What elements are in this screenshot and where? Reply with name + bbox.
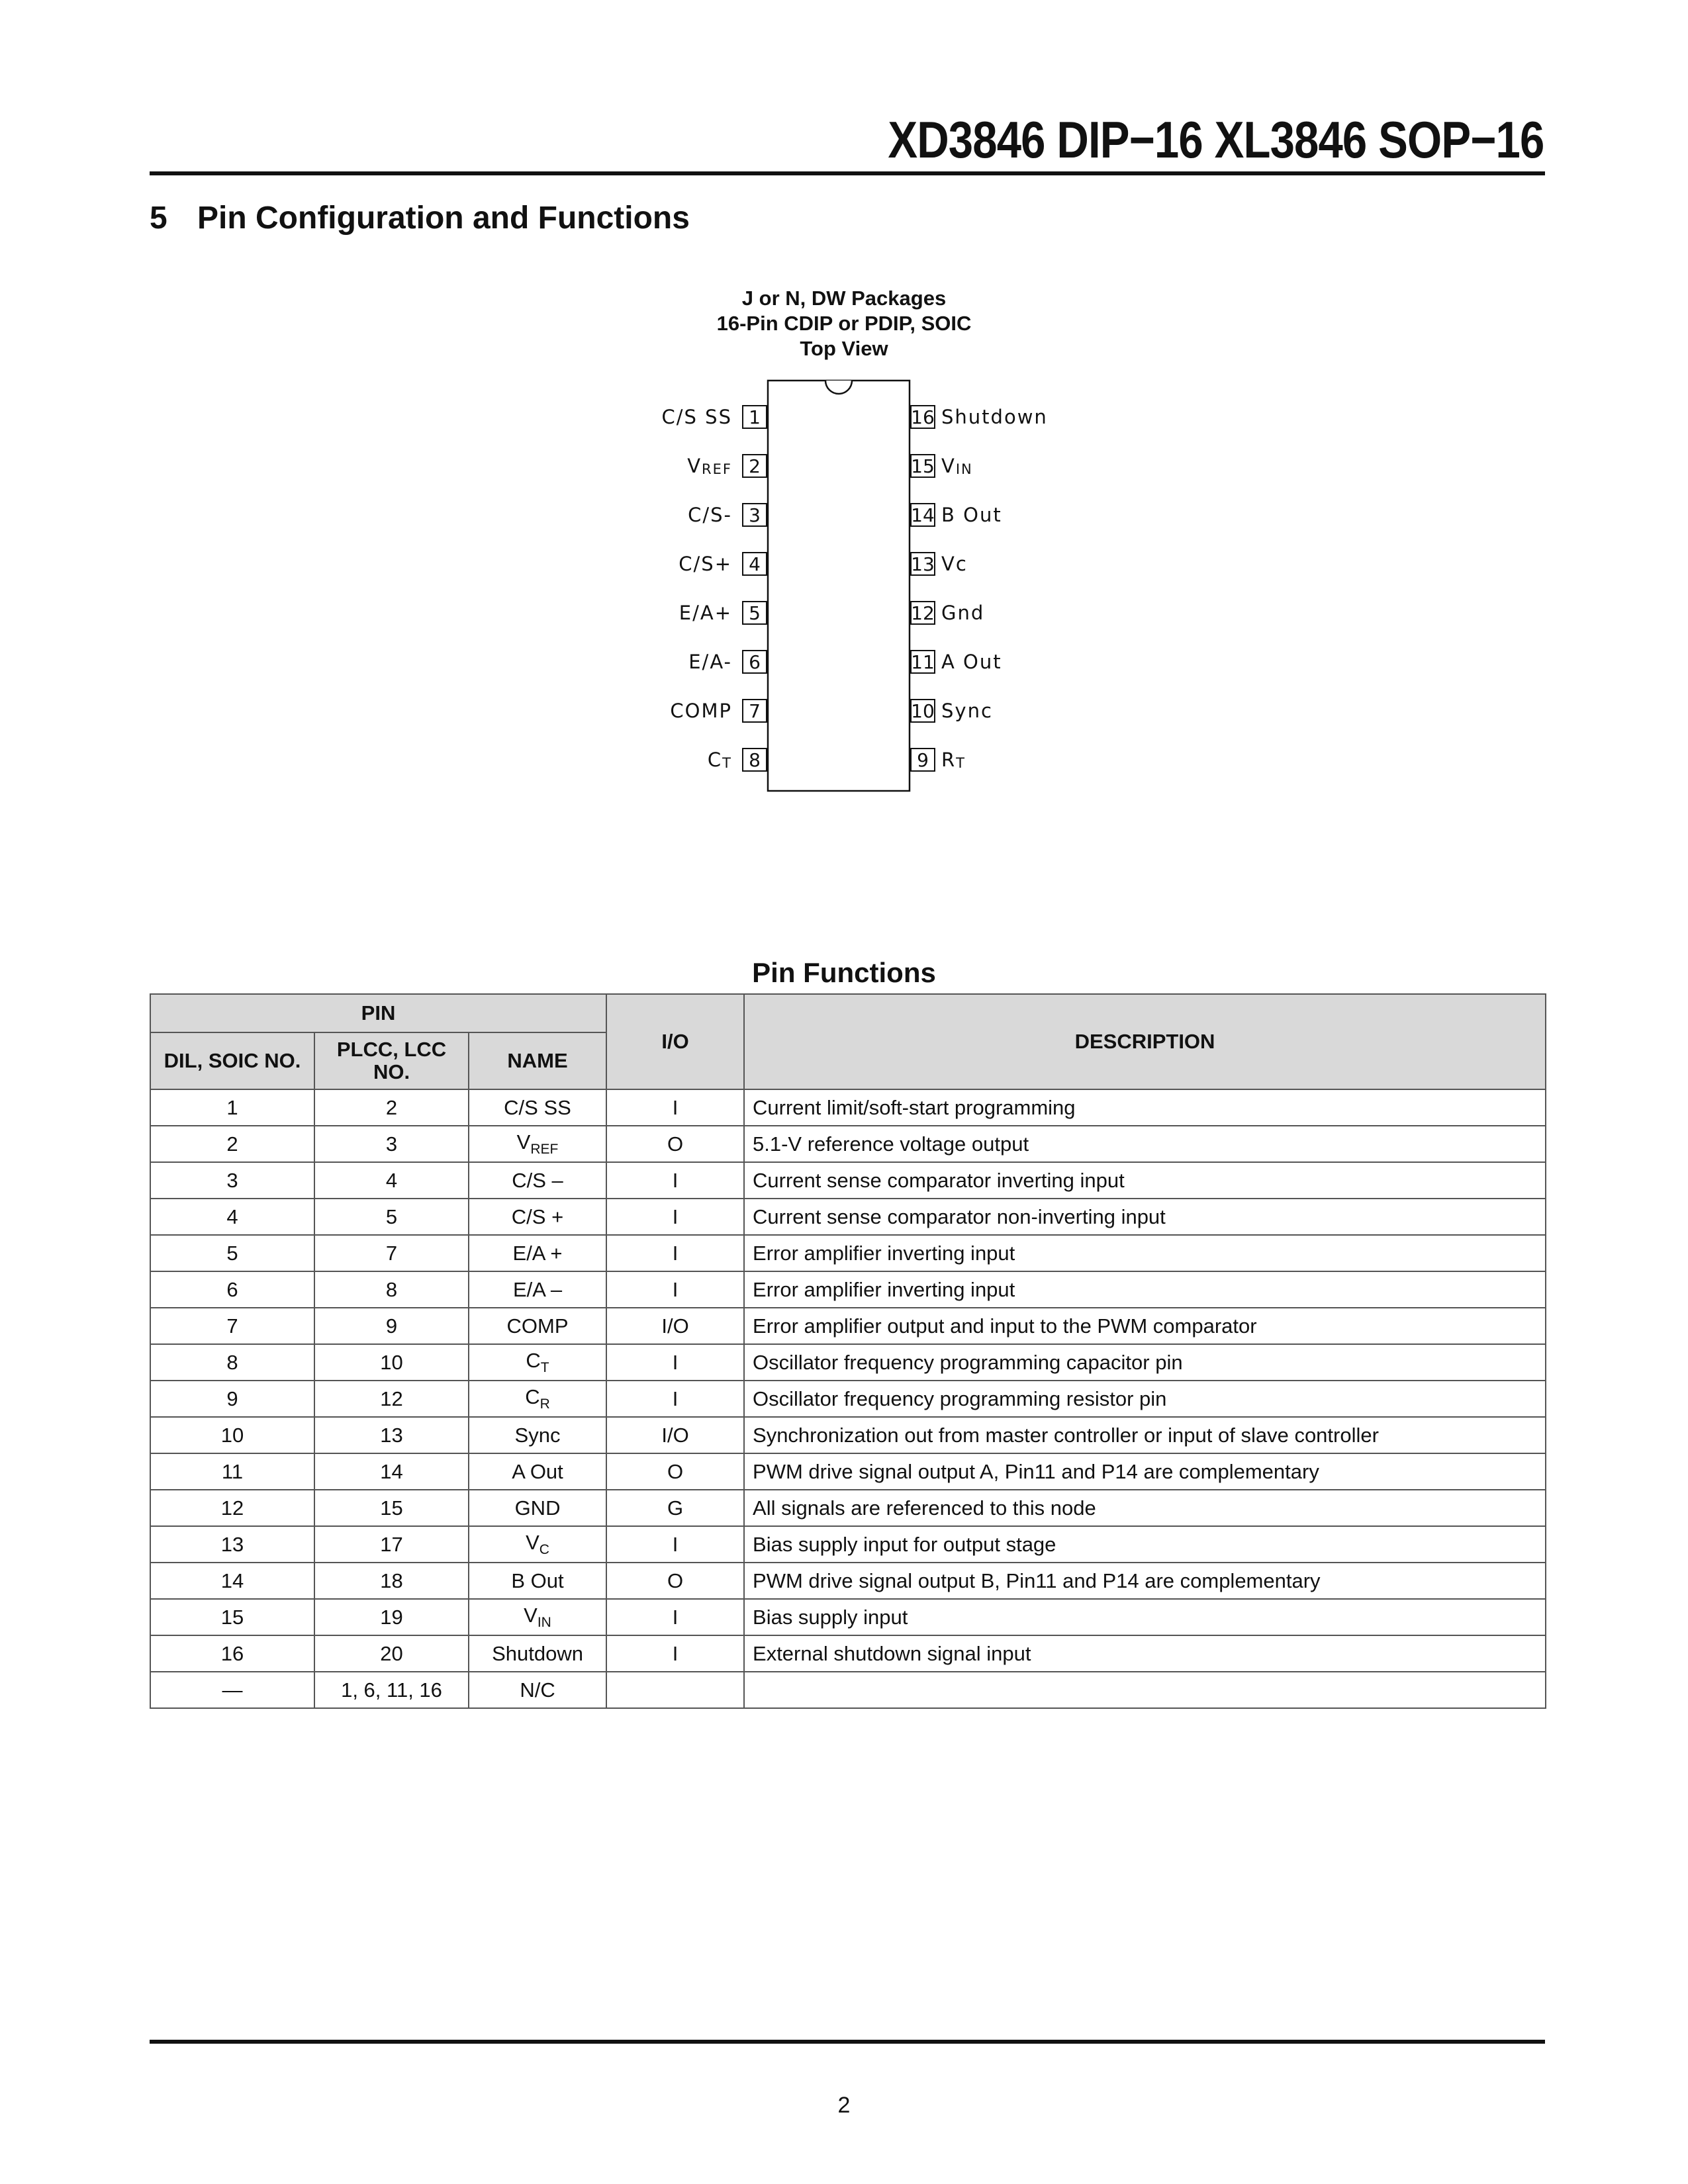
cell-dil: 4 — [150, 1199, 314, 1235]
cell-io: I — [606, 1162, 744, 1199]
pin-number: 10 — [911, 700, 935, 722]
table-row — [150, 1199, 1546, 1235]
cell-name: B Out — [469, 1563, 606, 1599]
cell-dil: 6 — [150, 1271, 314, 1308]
pin-label: C/S- — [688, 504, 732, 526]
pin-number: 14 — [911, 504, 935, 526]
table-row — [150, 1526, 1546, 1563]
cell-plcc: 19 — [314, 1599, 469, 1635]
pin-label: RT — [941, 749, 966, 771]
cell-io — [606, 1672, 744, 1708]
cell-dil: 15 — [150, 1599, 314, 1635]
pin-label: Vc — [941, 553, 968, 575]
table-row — [150, 1235, 1546, 1271]
pin-number: 4 — [749, 553, 761, 575]
pin-label: CT — [707, 749, 732, 771]
cell-description: PWM drive signal output B, Pin11 and P14 are complementary — [744, 1563, 1546, 1599]
pin-functions-table — [150, 993, 1546, 1709]
cell-description: External shutdown signal input — [744, 1635, 1546, 1672]
pin-label: VREF — [687, 455, 732, 477]
pin-label: E/A+ — [679, 602, 732, 624]
cell-description: Current limit/soft-start programming — [744, 1089, 1546, 1126]
header-plcc-lcc: PLCC, LCC NO. — [314, 1032, 469, 1089]
pin-label: Sync — [941, 700, 993, 722]
cell-name: E/A – — [469, 1271, 606, 1308]
pin-functions-caption: Pin Functions — [752, 957, 936, 988]
cell-description: PWM drive signal output A, Pin11 and P14 are complementary — [744, 1453, 1546, 1490]
cell-io: I — [606, 1526, 744, 1563]
cell-description: Synchronization out from master controller or input of slave controller — [744, 1417, 1546, 1453]
pin-number: 11 — [911, 651, 935, 673]
page-number: 2 — [837, 2093, 851, 2118]
cell-dil: 9 — [150, 1381, 314, 1417]
cell-plcc: 18 — [314, 1563, 469, 1599]
cell-description: Bias supply input — [744, 1599, 1546, 1635]
cell-description — [744, 1672, 1546, 1708]
header-dil-soic: DIL, SOIC NO. — [150, 1032, 314, 1089]
cell-io: I — [606, 1599, 744, 1635]
cell-io: I/O — [606, 1308, 744, 1344]
header-name: NAME — [469, 1032, 606, 1089]
table-row — [150, 1308, 1546, 1344]
table-row — [150, 1344, 1546, 1381]
table-row — [150, 1490, 1546, 1526]
cell-io: I — [606, 1271, 744, 1308]
table-row — [150, 1453, 1546, 1490]
cell-plcc: 8 — [314, 1271, 469, 1308]
cell-plcc: 12 — [314, 1381, 469, 1417]
cell-plcc: 3 — [314, 1126, 469, 1162]
pin-number: 7 — [749, 700, 761, 722]
cell-name: $V_{REF}$ — [469, 1126, 606, 1162]
cell-plcc: 1, 6, 11, 16 — [314, 1672, 469, 1708]
cell-name: GND — [469, 1490, 606, 1526]
cell-plcc: 4 — [314, 1162, 469, 1199]
cell-plcc: 20 — [314, 1635, 469, 1672]
cell-name: E/A + — [469, 1235, 606, 1271]
table-row — [150, 1381, 1546, 1417]
cell-name: A Out — [469, 1453, 606, 1490]
pin-label: A Out — [941, 651, 1002, 673]
pin-number: 15 — [911, 455, 935, 477]
cell-io: I — [606, 1344, 744, 1381]
header-description: DESCRIPTION — [744, 994, 1546, 1089]
section-title: Pin Configuration and Functions — [197, 201, 690, 236]
table-row — [150, 1162, 1546, 1199]
cell-name: C/S + — [469, 1199, 606, 1235]
cell-name: Sync — [469, 1417, 606, 1453]
cell-plcc: 14 — [314, 1453, 469, 1490]
cell-name: $C_T$ — [469, 1344, 606, 1381]
pin-label: C/S+ — [679, 553, 732, 575]
cell-plcc: 2 — [314, 1089, 469, 1126]
cell-io: O — [606, 1563, 744, 1599]
cell-name: N/C — [469, 1672, 606, 1708]
package-caption — [0, 286, 1688, 361]
ic-notch — [825, 381, 852, 394]
pin-number: 3 — [749, 504, 761, 526]
cell-io: I — [606, 1235, 744, 1271]
cell-description: 5.1-V reference voltage output — [744, 1126, 1546, 1162]
ic-body — [768, 381, 910, 791]
cell-name: $C_R$ — [469, 1381, 606, 1417]
pin-number: 9 — [917, 749, 929, 771]
cell-plcc: 9 — [314, 1308, 469, 1344]
cell-dil: 12 — [150, 1490, 314, 1526]
pin-number: 2 — [749, 455, 761, 477]
pinout-svg — [596, 371, 1099, 807]
cell-plcc: 13 — [314, 1417, 469, 1453]
package-line-1: J or N, DW Packages — [741, 287, 947, 310]
cell-dil: 7 — [150, 1308, 314, 1344]
table-row — [150, 1599, 1546, 1635]
table-row — [150, 1126, 1546, 1162]
pin-label: C/S SS — [661, 406, 732, 428]
cell-description: Current sense comparator inverting input — [744, 1162, 1546, 1199]
table-row — [150, 1089, 1546, 1126]
table-row — [150, 1672, 1546, 1708]
pin-label: COMP — [670, 700, 732, 722]
cell-dil: 14 — [150, 1563, 314, 1599]
pin-number: 13 — [911, 553, 935, 575]
package-line-3: Top View — [800, 337, 888, 360]
header-divider — [150, 171, 1545, 175]
cell-plcc: 7 — [314, 1235, 469, 1271]
pin-number: 12 — [911, 602, 935, 624]
cell-name: C/S – — [469, 1162, 606, 1199]
cell-description: Error amplifier inverting input — [744, 1235, 1546, 1271]
cell-name: $V_{IN}$ — [469, 1599, 606, 1635]
cell-name: $V_C$ — [469, 1526, 606, 1563]
cell-dil: 2 — [150, 1126, 314, 1162]
pinout-diagram — [596, 371, 1099, 807]
cell-io: O — [606, 1453, 744, 1490]
cell-description: Bias supply input for output stage — [744, 1526, 1546, 1563]
cell-description: Oscillator frequency programming capacitor pin — [744, 1344, 1546, 1381]
cell-name: C/S SS — [469, 1089, 606, 1126]
cell-io: I — [606, 1381, 744, 1417]
pin-number: 8 — [749, 749, 761, 771]
pin-label: VIN — [941, 455, 973, 477]
cell-dil: 1 — [150, 1089, 314, 1126]
pin-label: B Out — [941, 504, 1002, 526]
cell-description: Oscillator frequency programming resistor pin — [744, 1381, 1546, 1417]
cell-dil: 11 — [150, 1453, 314, 1490]
cell-dil: 16 — [150, 1635, 314, 1672]
pin-number: 5 — [749, 602, 761, 624]
cell-name: COMP — [469, 1308, 606, 1344]
document-title: XD3846 DIP−16 XL3846 SOP−16 — [887, 111, 1544, 169]
header-io: I/O — [606, 994, 744, 1089]
cell-description: Error amplifier output and input to the PWM comparator — [744, 1308, 1546, 1344]
cell-io: I — [606, 1199, 744, 1235]
cell-io: G — [606, 1490, 744, 1526]
section-heading — [150, 200, 690, 236]
cell-dil: 13 — [150, 1526, 314, 1563]
cell-dil: — — [150, 1672, 314, 1708]
cell-name: Shutdown — [469, 1635, 606, 1672]
cell-io: I — [606, 1635, 744, 1672]
cell-description: Error amplifier inverting input — [744, 1271, 1546, 1308]
pin-label: E/A- — [688, 651, 732, 673]
cell-dil: 3 — [150, 1162, 314, 1199]
table-row — [150, 1563, 1546, 1599]
footer-divider — [150, 2040, 1545, 2044]
table-row — [150, 1417, 1546, 1453]
pin-number: 1 — [749, 406, 761, 428]
cell-description: All signals are referenced to this node — [744, 1490, 1546, 1526]
cell-dil: 5 — [150, 1235, 314, 1271]
cell-dil: 10 — [150, 1417, 314, 1453]
cell-dil: 8 — [150, 1344, 314, 1381]
cell-plcc: 15 — [314, 1490, 469, 1526]
header-pin: PIN — [150, 994, 606, 1032]
cell-io: I/O — [606, 1417, 744, 1453]
pin-label: Shutdown — [941, 406, 1048, 428]
pin-label: Gnd — [941, 602, 985, 624]
cell-plcc: 17 — [314, 1526, 469, 1563]
cell-io: I — [606, 1089, 744, 1126]
table-row — [150, 1271, 1546, 1308]
pin-number: 16 — [911, 406, 935, 428]
cell-plcc: 5 — [314, 1199, 469, 1235]
pin-functions-body — [150, 1089, 1546, 1708]
section-number: 5 — [150, 201, 167, 236]
cell-io: O — [606, 1126, 744, 1162]
cell-plcc: 10 — [314, 1344, 469, 1381]
cell-description: Current sense comparator non-inverting input — [744, 1199, 1546, 1235]
package-line-2: 16-Pin CDIP or PDIP, SOIC — [716, 312, 972, 335]
pin-number: 6 — [749, 651, 761, 673]
table-row — [150, 1635, 1546, 1672]
